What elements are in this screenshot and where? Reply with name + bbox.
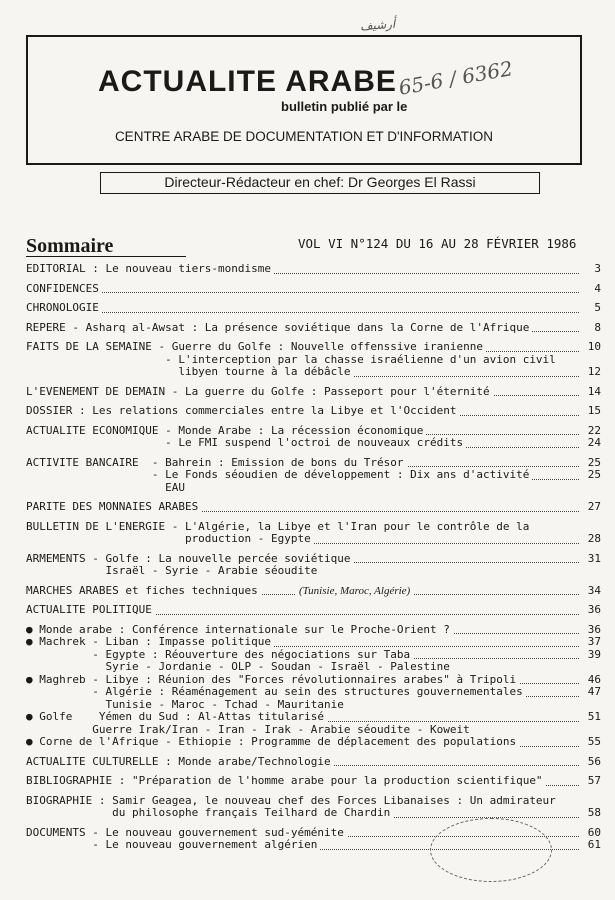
toc-page-number: 24 xyxy=(587,436,601,449)
toc-entry-text: Israël - Syrie - Arabie séoudite xyxy=(26,565,320,578)
toc-entry-text: REPERE - Asharq al-Awsat : La présence soviétique dans la Corne de l'Afrique xyxy=(26,322,532,335)
toc-page-number: 28 xyxy=(587,532,601,545)
toc-entry-text: FAITS DE LA SEMAINE - Guerre du Golfe : Nouvelle offenssive iranienne xyxy=(26,341,486,354)
toc-entry-text: - Algérie : Réaménagement au sein des structures gouvernementales xyxy=(26,686,526,699)
toc-page-number: 12 xyxy=(587,365,601,378)
toc-page-number: 14 xyxy=(587,384,601,398)
centre-name: CENTRE ARABE DE DOCUMENTATION ET D'INFORMATION xyxy=(114,129,494,144)
toc-entry-text: - Le FMI suspend l'octroi de nouveaux crédits xyxy=(26,437,466,450)
toc-entry-text: EDITORIAL : Le nouveau tiers-mondisme xyxy=(26,263,274,276)
masthead-box xyxy=(26,35,582,165)
toc-entry[interactable] xyxy=(26,686,601,699)
toc-entry-text: - Le Fonds séoudien de développement : Dix ans d'activité xyxy=(26,469,532,482)
toc-page-number: 56 xyxy=(587,754,601,768)
toc-page-number: 51 xyxy=(587,710,601,723)
toc-page-number: 4 xyxy=(594,281,601,295)
toc-entry-text: ACTUALITE CULTURELLE : Monde arabe/Technologie xyxy=(26,756,334,769)
toc-entry-text: BIOGRAPHIE : Samir Geagea, le nouveau chef des Forces Libanaises : Un admirateur xyxy=(26,795,559,808)
toc-page-number: 8 xyxy=(594,320,601,334)
toc-entry-text: BIBLIOGRAPHIE : "Préparation de l'homme arabe pour la production scientifique" xyxy=(26,775,546,788)
toc-entry-text: ● Golfe Yémen du Sud : Al-Attas titularisé xyxy=(26,711,327,724)
toc-entry[interactable] xyxy=(26,405,601,418)
toc-entry-text: L'EVENEMENT DE DEMAIN - La guerre du Golfe : Passeport pour l'éternité xyxy=(26,386,493,399)
toc-entry-text: - Le nouveau gouvernement algérien xyxy=(26,839,320,852)
toc-page-number: 10 xyxy=(587,340,601,353)
toc-entry-text: - L'interception par la chasse israélienne d'un avion civil xyxy=(26,354,559,367)
archive-stamp xyxy=(430,818,552,882)
toc-page-number: 37 xyxy=(587,635,601,648)
toc-page-number: 57 xyxy=(587,774,601,787)
toc-page-number: 5 xyxy=(594,301,601,314)
toc-page-number: 22 xyxy=(587,423,601,437)
toc-entry[interactable] xyxy=(26,604,601,617)
toc-entry-text: BULLETIN DE L'ENERGIE - L'Algérie, la Libye et l'Iran pour le contrôle de la xyxy=(26,521,532,534)
toc-entry[interactable] xyxy=(26,501,601,514)
toc-page-number: 25 xyxy=(587,455,601,469)
toc-entry-text: Guerre Irak/Iran - Iran - Irak - Arabie séoudite - Koweit xyxy=(26,724,473,737)
toc-entry-text: Tunisie - Maroc - Tchad - Mauritanie xyxy=(26,699,347,712)
toc-entry[interactable] xyxy=(26,469,601,482)
toc-entry[interactable] xyxy=(26,807,601,820)
toc-entry-text: PARITE DES MONNAIES ARABES xyxy=(26,501,201,514)
toc-entry[interactable] xyxy=(26,366,601,379)
toc-entry-text: Syrie - Jordanie - OLP - Soudan - Israël - Palestine xyxy=(26,661,453,674)
toc-page-number: 36 xyxy=(587,603,601,616)
toc-entry-text: libyen tourne à la débâcle xyxy=(26,366,354,379)
director-line: Directeur-Rédacteur en chef: Dr Georges El Rassi xyxy=(100,172,540,194)
toc-page-number: 60 xyxy=(587,825,601,839)
toc-entry[interactable] xyxy=(26,341,601,354)
publication-subtitle: bulletin publié par le xyxy=(281,99,408,114)
toc-entry[interactable] xyxy=(26,636,601,649)
toc-entry-text: ● Monde arabe : Conférence internationale sur le Proche-Orient ? xyxy=(26,624,453,637)
toc-entry-text: MARCHES ARABES et fiches techniques xyxy=(26,585,261,598)
toc-entry[interactable] xyxy=(26,661,601,674)
toc-entry[interactable] xyxy=(26,585,601,598)
toc-entry[interactable] xyxy=(26,302,601,315)
toc-page-number: 47 xyxy=(587,685,601,698)
toc-entry-text: ARMEMENTS - Golfe : La nouvelle percée soviétique xyxy=(26,553,354,566)
handwritten-numbers: 65-6 / 6362 xyxy=(396,56,515,100)
toc-entry[interactable] xyxy=(26,565,601,578)
toc-entry[interactable] xyxy=(26,736,601,749)
toc-page-number: 27 xyxy=(587,500,601,513)
toc-entry-text: ● Corne de l'Afrique - Ethiopie : Programme de déplacement des populations xyxy=(26,736,519,749)
toc-entry[interactable] xyxy=(26,756,601,769)
toc-entry[interactable] xyxy=(26,533,601,546)
toc-page-number: 58 xyxy=(587,806,601,819)
toc-entry-extra: (Tunisie, Maroc, Algérie) xyxy=(296,585,413,598)
toc-entry[interactable] xyxy=(26,322,601,335)
toc-entry-text: - Egypte : Réouverture des négociations sur Taba xyxy=(26,649,413,662)
toc-page-number: 15 xyxy=(587,404,601,417)
toc-page-number: 55 xyxy=(587,735,601,748)
toc-entry-text: ACTUALITE ECONOMIQUE - Monde Arabe : La récession économique xyxy=(26,425,426,438)
toc-entry-text: ACTUALITE POLITIQUE xyxy=(26,604,155,617)
toc-page-number: 39 xyxy=(587,647,601,661)
toc-page-number: 61 xyxy=(587,838,601,851)
toc-page-number: 36 xyxy=(587,622,601,636)
toc-entry[interactable] xyxy=(26,386,601,399)
toc-entry[interactable] xyxy=(26,283,601,296)
toc-entry-text: DOSSIER : Les relations commerciales entre la Libye et l'Occident xyxy=(26,405,459,418)
toc-entry-text: EAU xyxy=(26,482,188,495)
toc-entry[interactable] xyxy=(26,482,601,495)
issue-info: VOL VI N°124 DU 16 AU 28 FÉVRIER 1986 xyxy=(298,236,577,251)
toc-entry-text: DOCUMENTS - Le nouveau gouvernement sud-yéménite xyxy=(26,827,347,840)
toc-entry-text: CHRONOLOGIE xyxy=(26,302,102,315)
handwritten-top-scrawl: ﺃﺭﺷﻴﻒ xyxy=(359,16,396,34)
toc-page-number: 25 xyxy=(587,468,601,481)
table-of-contents xyxy=(26,263,601,852)
toc-entry[interactable] xyxy=(26,775,601,788)
toc-entry[interactable] xyxy=(26,711,601,724)
toc-entry-text: production - Egypte xyxy=(26,533,314,546)
leader-dots xyxy=(26,292,579,293)
toc-page-number: 46 xyxy=(587,672,601,686)
sommaire-heading: Sommaire xyxy=(26,236,186,257)
toc-entry-text: du philosophe français Teilhard de Chardin xyxy=(26,807,393,820)
toc-page-number: 34 xyxy=(587,583,601,597)
publication-title: ACTUALITE ARABE xyxy=(98,65,397,98)
toc-entry-text: ● Maghreb - Libye : Réunion des "Forces révolutionnaires arabes" à Tripoli xyxy=(26,674,519,687)
toc-entry-text: ACTIVITE BANCAIRE - Bahrein : Emission de bons du Trésor xyxy=(26,457,407,470)
toc-entry[interactable] xyxy=(26,263,601,276)
toc-entry-text: ● Machrek - Liban : Impasse politique xyxy=(26,636,274,649)
toc-entry[interactable] xyxy=(26,437,601,450)
leader-dots xyxy=(26,312,579,313)
toc-page-number: 31 xyxy=(587,551,601,565)
toc-entry-text: CONFIDENCES xyxy=(26,283,102,296)
toc-page-number: 3 xyxy=(594,262,601,275)
